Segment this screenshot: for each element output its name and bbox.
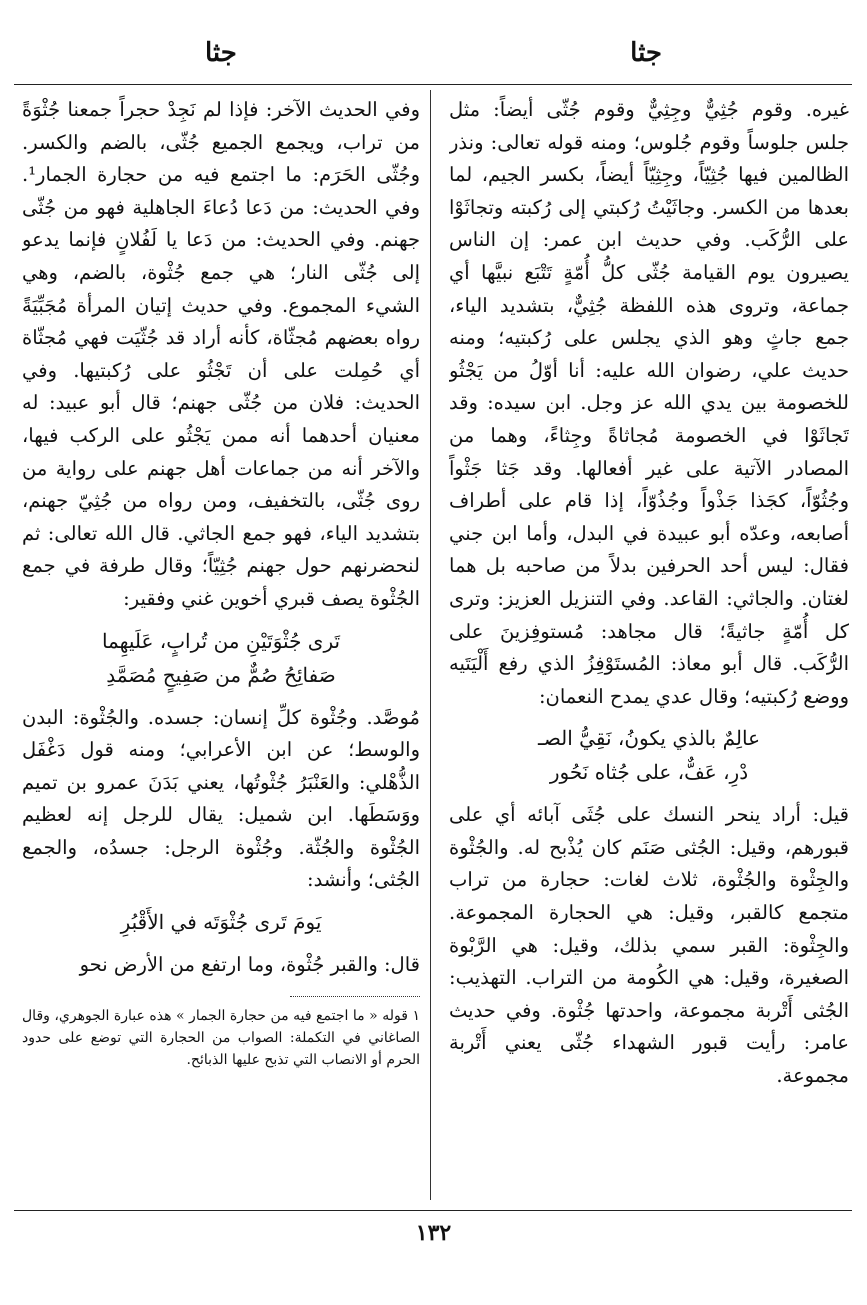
right-column-paragraph-1: غيره. وقوم جُثِيٌّ وجِثِيٌّ وقوم جُثّى أيضاً: مثل جلس جلوساً وقوم جُلوس؛ ومنه قوله تعالى: ونذر الظالمين فيها جُثِيّاً، وجِثِيّاً أيضاً، بكسر الجيم، لما بعدها من الكسر. وجاثَيْتُ رُكبتي إلى رُكبته وتجاثَوْا على الرُّكَب. وفي حديث ابن عمر: إن الناس يصيرون يوم القيامة جُثّى كلُّ أُمّةٍ تَتْبَع نبيَّها أي جماعة، وتروى هذه اللفظة جُثِيٌّ، بتشديد الياء، جمع جاثٍ وهو الذي يجلس على رُكبتيه؛ ومنه حديث علي، رضوان الله عليه: أنا أوّلُ من يَجْثُو للخصومة بين يدي الله عز وجل. ابن سيده: وقد تَجاثَوْا في الخصومة مُجاثاةً وجِثاءً، وهما من المصادر الآتية على غير أفعالها. وقد جَثا جَثْواً وجُثُوّاً، كجَذا جَذْواً وجُذُوّاً، إذا قام على أطراف أصابعه، وعدّه أبو عبيدة في البدل، وأما ابن جني فقال: ليس أحد الحرفين بدلاً من صاحبه بل هما لغتان. والجاثي: القاعد. وفي التنزيل العزيز: وترى كل أُمّةٍ جاثيةً؛ قال مجاهد: مُستوفِزينَ على الرُّكَب. قال أبو معاذ: المُستَوْفِزُ الذي رفع أَلْيَتَيه ووضع رُكبتيه؛ وقال عدي يمدح النعمان: (449, 98, 849, 708)
footer-rule (14, 1210, 852, 1211)
left-column-verse-2 (22, 905, 420, 939)
verse-line: عالِمٌ بالذي يكونُ، نَقِيُّ الصـ (537, 726, 761, 751)
page-number: ١٣٢ (415, 1220, 452, 1246)
header-word-left: جثا (205, 38, 237, 68)
right-column-verse (449, 721, 849, 789)
left-column-paragraph-1: وفي الحديث الآخر: فإذا لم نَجِدْ حجراً جمعنا جُثْوَةً من تراب، ويجمع الجميع جُثّى، بالضم والكسر. وجُثّى الحَرَم: ما اجتمع فيه من حجارة الجمار¹. وفي الحديث: من دَعا دُعاءَ الجاهلية فهو من جُثّى جهنم. وفي الحديث: من دَعا يا لَفُلانٍ فإنما يدعو إلى جُثّى النار؛ هي جمع جُثْوة، بالضم، وهي الشيء المجموع. وفي حديث إتيان المرأة مُجَبِّيَةً رواه بعضهم مُجثّاة، كأنه أراد قد جُثّيَت فهي مُجثّاة أي حُمِلت على أن تَجْثُو على رُكبتيها. وفي الحديث: فلان من جُثّى جهنم؛ قال أبو عبيد: له معنيان أحدهما أنه ممن يَجْثُو على الركب فيها، والآخر أنه من جماعات أهل جهنم على رواية من روى جُثّى، بالتخفيف، ومن رواه من جُثِيّ جهنم، بتشديد الياء، فهو جمع الجاثي. قال الله تعالى: ثم لنحضرنهم حول جهنم جُثِيّاً؛ وقال طرفة في جمع الجُثْوة يصف قبري أخوين غني وفقير: (22, 98, 420, 610)
verse-line: يَومَ تَرى جُثْوَتَه في الأَقْبُرِ (120, 910, 322, 935)
left-column-paragraph-3: قال: والقبر جُثْوة، وما ارتفع من الأرض نحو (79, 953, 420, 977)
header-word-right: جثا (630, 38, 662, 68)
right-column-paragraph-2: قيل: أراد ينحر النسك على جُثَى آبائه أي على قبورهم، وقيل: الجُثى صَنَم كان يُذْبح له. والجُثْوة والجِثْوة والجُثْوة، ثلاث لغات: حجارة من تراب متجمع كالقبر، وقيل: هي الحجارة المجموعة. والجِثْوة: القبر سمي بذلك، وقيل: هي الرَّبْوة الصغيرة، وقيل: هي الكُومة من التراب. التهذيب: الجُثى أَتْربة مجموعة، واحدتها جُثْوة. وفي حديث عامر: رأيت قبور الشهداء جُثّى يعني أَتْربة مجموعة. (449, 803, 849, 1088)
column-separator (430, 90, 431, 1200)
footnote: ١ قوله « ما اجتمع فيه من حجارة الجمار » هذه عبارة الجوهري، وقال الصاغاني في التكملة: الصواب من الحجارة التي توضع على حدود الحرم أو الانصاب التي تذبح عليها الذبائح. (22, 1007, 420, 1068)
left-column-paragraph-2: مُوصَّد. وجُثْوة كلِّ إنسان: جسده. والجُثْوة: البدن والوسط؛ عن ابن الأعرابي؛ ومنه قول دَغْفَل الذُّهْلي: والعَنْبَرُ جُثْوتُها، يعني بَدَنَ عمرو بن تميم ووَسَطَها. ابن شميل: يقال للرجل إنه لعظيم الجُثْوة والجُثّة. وجُثْوة الرجل: جسدُه، والجمع الجُثى؛ وأنشد: (22, 705, 420, 892)
verse-line: دْرِ، عَفٌّ، على جُثاه نَحُور (549, 760, 749, 785)
verse-line: تَرى جُثْوَتَيْنِ من تُرابٍ، عَلَيهِما (101, 628, 341, 653)
left-column (22, 94, 420, 1204)
header-rule (14, 84, 852, 85)
verse-line: صَفائِحُ صُمٌّ من صَفِيحٍ مُصَمَّدِ (106, 662, 336, 687)
footnote-rule (290, 996, 420, 997)
left-column-verse (22, 624, 420, 692)
right-column (449, 94, 849, 1204)
